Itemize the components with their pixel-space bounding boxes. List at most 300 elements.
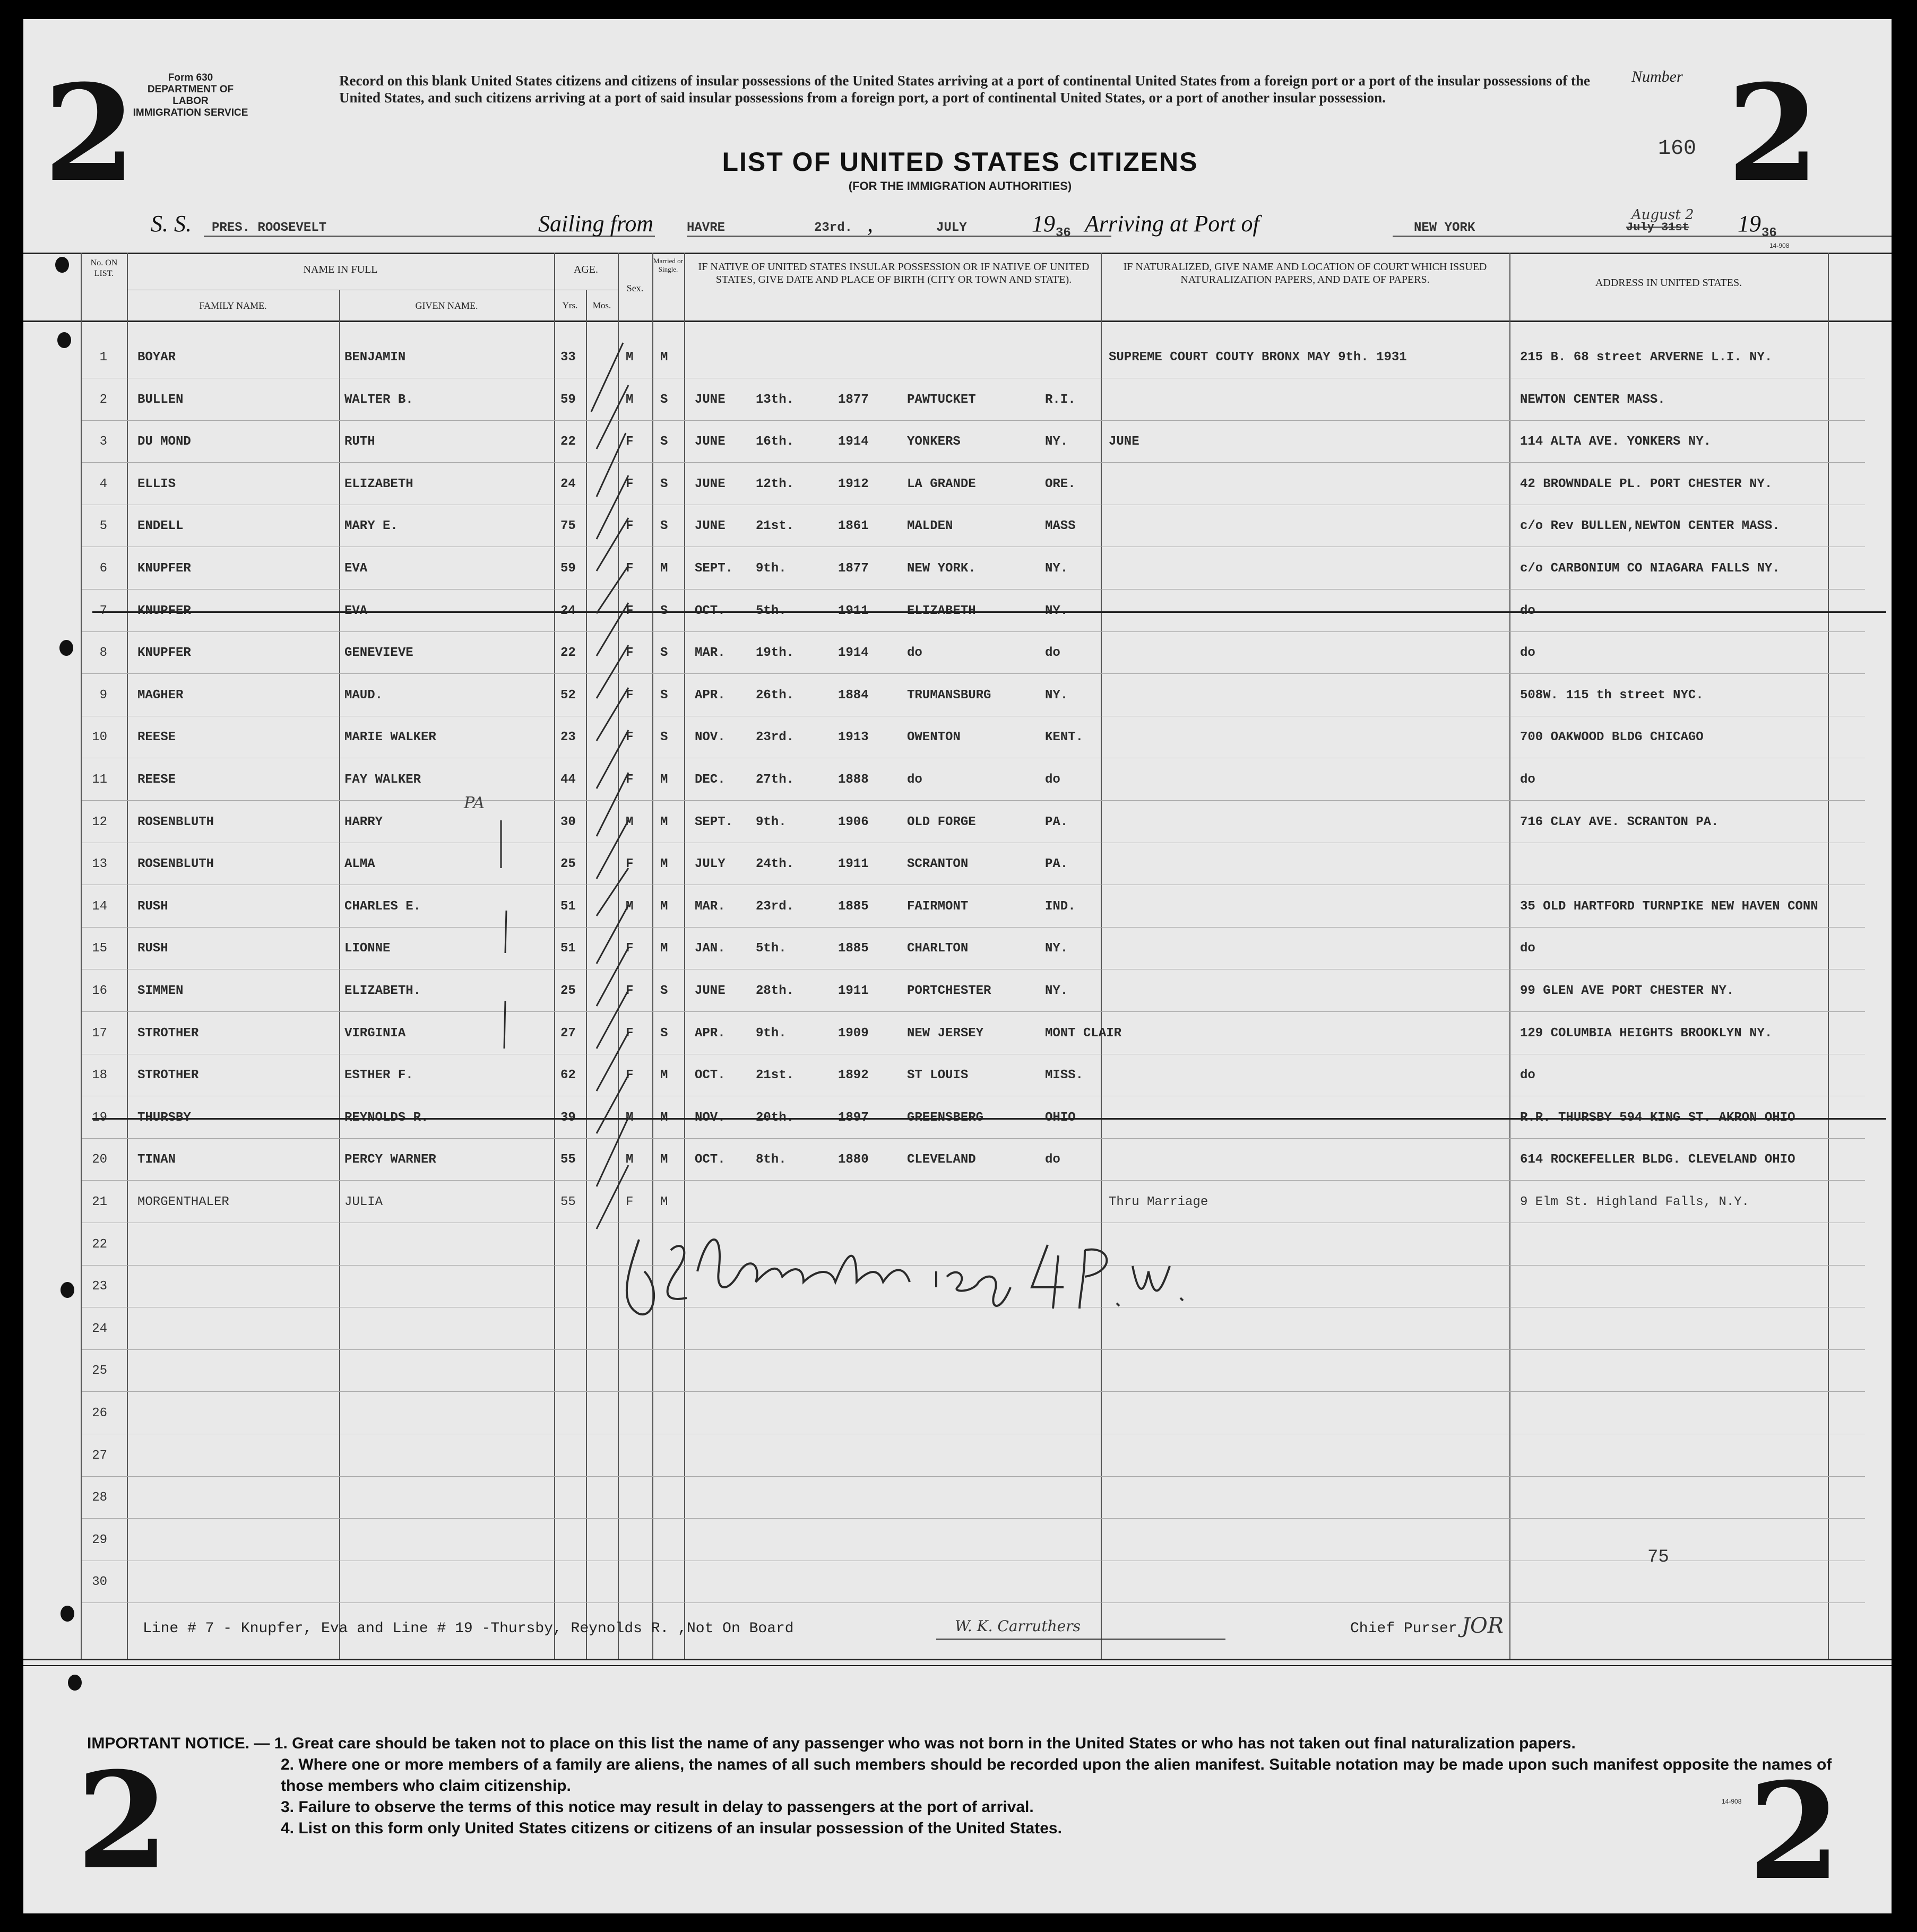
age-years-cell: 62 (560, 1068, 576, 1083)
row-number-cell: 19 (92, 1110, 107, 1125)
birth-state-cell: do (1045, 1153, 1060, 1167)
row-rule (82, 1476, 1865, 1477)
row-rule (82, 589, 1865, 590)
given-name-cell: REYNOLDS R. (344, 1110, 429, 1125)
row-rule (82, 800, 1865, 801)
header-bottom-rule (23, 320, 1892, 322)
age-years-cell: 39 (560, 1110, 576, 1125)
row-number-cell: 13 (92, 857, 107, 872)
birth-day-cell: 13th. (756, 392, 795, 407)
birth-month-cell: JUNE (695, 435, 726, 449)
family-name-cell: ROSENBLUTH (137, 815, 214, 829)
address-cell: 614 ROCKEFELLER BLDG. CLEVELAND OHIO (1520, 1153, 1795, 1167)
header-given-name: GIVEN NAME. (415, 300, 478, 311)
age-years-cell: 59 (560, 561, 576, 576)
purser-initials: JOR (1462, 1614, 1504, 1638)
birth-place-cell: MALDEN (907, 519, 953, 534)
birth-month-cell: APR. (695, 1026, 726, 1041)
sailing-year-prefix: 19 (1032, 211, 1055, 237)
birth-year-cell: 1913 (838, 730, 869, 745)
address-cell: do (1520, 603, 1535, 618)
inspector-signature-icon (607, 1208, 1297, 1330)
marital-status-cell: M (660, 350, 668, 365)
birth-year-cell: 1909 (838, 1026, 869, 1041)
family-name-cell: MAGHER (137, 688, 184, 703)
row-number-cell: 5 (99, 519, 107, 534)
arrival-struck-date: July 31st (1626, 221, 1689, 234)
header-naturalized: IF NATURALIZED, GIVE NAME AND LOCATION OF COURT WHICH ISSUED NATURALIZATION PAPERS, AND DATE OF PAPERS. (1123, 261, 1487, 285)
row-number-cell: 7 (99, 603, 107, 618)
age-years-cell: 33 (560, 350, 576, 365)
sex-cell: F (626, 1195, 634, 1209)
row-number-cell: 15 (92, 941, 107, 956)
age-years-cell: 51 (560, 899, 576, 914)
ship-name: PRES. ROOSEVELT (212, 221, 327, 235)
marital-status-cell: M (660, 941, 668, 956)
birth-state-cell: PA. (1045, 815, 1068, 829)
family-name-cell: MORGENTHALER (137, 1195, 229, 1209)
marital-status-cell: S (660, 519, 668, 534)
birth-month-cell: MAR. (695, 899, 726, 914)
sex-cell: F (626, 603, 634, 618)
address-cell: 114 ALTA AVE. YONKERS NY. (1520, 435, 1712, 449)
sex-cell: M (626, 392, 634, 407)
birth-month-cell: OCT. (695, 1153, 726, 1167)
birth-year-cell: 1880 (838, 1153, 869, 1167)
birth-month-cell: JUNE (695, 392, 726, 407)
birth-year-cell: 1914 (838, 435, 869, 449)
birth-month-cell: NOV. (695, 730, 726, 745)
header-name-in-full: NAME IN FULL (303, 264, 378, 275)
sex-cell: M (626, 815, 634, 829)
sex-cell: F (626, 857, 634, 872)
sex-cell: F (626, 646, 634, 661)
arrival-date: August 2 (1631, 207, 1694, 223)
given-name-cell: LIONNE (344, 941, 391, 956)
important-notice (87, 1733, 1849, 1839)
row-number-cell: 12 (92, 815, 107, 829)
row-rule (82, 1518, 1865, 1519)
row-number-cell: 29 (92, 1532, 107, 1547)
address-cell: 700 OAKWOOD BLDG CHICAGO (1520, 730, 1704, 745)
department-name: DEPARTMENT OF LABOR (147, 84, 234, 107)
birth-place-cell: NEW JERSEY (907, 1026, 984, 1041)
age-years-cell: 25 (560, 984, 576, 998)
family-name-cell: BOYAR (137, 350, 176, 365)
row-number-cell: 6 (99, 561, 107, 576)
sailing-label: Sailing from (538, 211, 654, 237)
row-number-cell: 23 (92, 1279, 107, 1294)
row-number-cell: 21 (92, 1195, 107, 1209)
birth-day-cell: 23rd. (756, 899, 795, 914)
birth-month-cell: JUNE (695, 519, 726, 534)
address-cell: do (1520, 1068, 1535, 1083)
row-rule (82, 1138, 1865, 1139)
manifest-page (23, 19, 1892, 1913)
birth-place-cell: CLEVELAND (907, 1153, 976, 1167)
marital-status-cell: M (660, 815, 668, 829)
arrival-year-prefix: 19 (1738, 211, 1761, 237)
notice-item-2: 2. Where one or more members of a family are aliens, the names of all such members should be recorded upon the alien manifest. Suitable notation may be made upon such manifest opposite the names of those members who claim citizenship. (281, 1756, 1832, 1795)
address-cell: 35 OLD HARTFORD TURNPIKE NEW HAVEN CONN (1520, 899, 1818, 914)
table-top-rule (23, 253, 1892, 254)
chief-purser-label: Chief Purser (1350, 1621, 1457, 1637)
given-name-cell: MARY E. (344, 519, 398, 534)
family-name-cell: RUSH (137, 899, 168, 914)
header-yrs: Yrs. (562, 300, 578, 310)
row-rule (82, 1602, 1865, 1603)
sailing-year-suffix: 36 (1056, 226, 1071, 240)
header-family-name: FAMILY NAME. (199, 300, 267, 311)
address-cell: 129 COLUMBIA HEIGHTS BROOKLYN NY. (1520, 1026, 1773, 1041)
birth-place-cell: OLD FORGE (907, 815, 976, 829)
birth-state-cell: do (1045, 773, 1060, 787)
sex-cell: F (626, 688, 634, 703)
age-years-cell: 24 (560, 603, 576, 618)
birth-month-cell: NOV. (695, 1110, 726, 1125)
corner-number-bottom-right: 2 (1748, 1753, 1841, 1909)
birth-day-cell: 9th. (756, 1026, 787, 1041)
birth-month-cell: OCT. (695, 1068, 726, 1083)
given-name-cell: EVA (344, 603, 368, 618)
given-name-cell: GENEVIEVE (344, 646, 413, 661)
col-line (1828, 253, 1829, 1659)
sex-cell: F (626, 435, 634, 449)
sex-cell: M (626, 899, 634, 914)
birth-state-cell: IND. (1045, 899, 1076, 914)
birth-year-cell: 1906 (838, 815, 869, 829)
marital-status-cell: M (660, 899, 668, 914)
header-age: AGE. (573, 264, 599, 275)
birth-day-cell: 21st. (756, 519, 795, 534)
given-name-cell: JULIA (344, 1195, 383, 1209)
page-subtitle: (FOR THE IMMIGRATION AUTHORITIES) (848, 179, 1072, 193)
row-number-cell: 4 (99, 476, 107, 491)
birth-day-cell: 27th. (756, 773, 795, 787)
family-name-cell: STROTHER (137, 1068, 199, 1083)
port-from: HAVRE (687, 221, 726, 235)
birth-place-cell: YONKERS (907, 435, 961, 449)
sex-cell: M (626, 1110, 634, 1125)
row-number-cell: 9 (99, 688, 107, 703)
family-name-cell: SIMMEN (137, 984, 184, 998)
row-number-cell: 1 (99, 350, 107, 365)
birth-year-cell: 1912 (838, 476, 869, 491)
family-name-cell: ELLIS (137, 476, 176, 491)
sex-cell: F (626, 1026, 634, 1041)
family-name-cell: BULLEN (137, 392, 184, 407)
sex-cell: F (626, 941, 634, 956)
address-cell: do (1520, 941, 1535, 956)
marital-status-cell: M (660, 1195, 668, 1209)
col-line (339, 290, 340, 1659)
notice-heading: IMPORTANT NOTICE. (87, 1735, 250, 1752)
birth-day-cell: 5th. (756, 603, 787, 618)
number-value: 160 (1658, 137, 1697, 161)
marital-status-cell: S (660, 730, 668, 745)
birth-place-cell: FAIRMONT (907, 899, 969, 914)
birth-state-cell: KENT. (1045, 730, 1084, 745)
sex-cell: F (626, 476, 634, 491)
corner-number-top-left: 2 (44, 55, 136, 211)
binder-hole (68, 1675, 82, 1691)
small-form-code-bottom: 14-908 (1722, 1798, 1742, 1805)
corner-number-bottom-left: 2 (76, 1743, 169, 1899)
given-name-cell: FAY WALKER (344, 773, 421, 787)
col-line (1509, 253, 1510, 1659)
age-years-cell: 22 (560, 646, 576, 661)
row-number-cell: 2 (99, 392, 107, 407)
given-name-cell: MARIE WALKER (344, 730, 436, 745)
margin-mark: PA (464, 794, 485, 812)
marital-status-cell: S (660, 646, 668, 661)
age-years-cell: 27 (560, 1026, 576, 1041)
sailing-day: 23rd. (814, 221, 853, 235)
family-name-cell: REESE (137, 773, 176, 787)
birth-year-cell: 1885 (838, 941, 869, 956)
col-line (127, 253, 128, 1659)
age-years-cell: 51 (560, 941, 576, 956)
birth-day-cell: 9th. (756, 561, 787, 576)
birth-month-cell: JUNE (695, 984, 726, 998)
struck-row-line (92, 1118, 1886, 1120)
age-years-cell: 59 (560, 392, 576, 407)
birth-month-cell: APR. (695, 688, 726, 703)
sex-cell: F (626, 1068, 634, 1083)
given-name-cell: ALMA (344, 857, 375, 872)
birth-state-cell: NY. (1045, 603, 1068, 618)
row-rule (82, 1180, 1865, 1181)
small-form-code: 14-908 (1769, 242, 1790, 249)
row-number-cell: 16 (92, 984, 107, 998)
birth-day-cell: 19th. (756, 646, 795, 661)
row-rule (82, 462, 1865, 463)
row-rule (82, 1391, 1865, 1392)
sailing-month: JULY (936, 221, 967, 235)
marital-status-cell: M (660, 561, 668, 576)
marital-status-cell: S (660, 603, 668, 618)
col-line (554, 253, 555, 1659)
birth-state-cell: MASS (1045, 519, 1076, 534)
birth-day-cell: 16th. (756, 435, 795, 449)
corner-number-top-right: 2 (1727, 55, 1819, 211)
birth-state-cell: MISS. (1045, 1068, 1084, 1083)
given-name-cell: ESTHER F. (344, 1068, 413, 1083)
birth-year-cell: 1892 (838, 1068, 869, 1083)
notice-top-rule (23, 1665, 1892, 1666)
family-name-cell: KNUPFER (137, 603, 191, 618)
number-label: Number (1631, 68, 1683, 85)
row-number-cell: 28 (92, 1491, 107, 1505)
birth-day-cell: 24th. (756, 857, 795, 872)
birth-place-cell: CHARLTON (907, 941, 969, 956)
birth-year-cell: 1888 (838, 773, 869, 787)
birth-year-cell: 1914 (838, 646, 869, 661)
row-number-cell: 17 (92, 1026, 107, 1041)
binder-hole (59, 640, 73, 656)
marital-status-cell: M (660, 1068, 668, 1083)
header-no-on-list: No. ON LIST. (90, 258, 118, 278)
header-birth: IF NATIVE OF UNITED STATES INSULAR POSSESSION OR IF NATIVE OF UNITED STATES, GIVE DATE AND PLACE OF BIRTH (CITY OR TOWN AND STATE). (698, 261, 1090, 285)
service-name: IMMIGRATION SERVICE (133, 107, 248, 118)
birth-year-cell: 1861 (838, 519, 869, 534)
family-name-cell: TINAN (137, 1153, 176, 1167)
signature-line (936, 1639, 1225, 1640)
row-number-cell: 26 (92, 1406, 107, 1420)
table-bottom-rule (23, 1659, 1892, 1660)
given-name-cell: VIRGINIA (344, 1026, 406, 1041)
arrival-year-suffix: 36 (1761, 226, 1777, 240)
family-name-cell: ENDELL (137, 519, 184, 534)
given-name-cell: WALTER B. (344, 392, 413, 407)
birth-state-cell: NY. (1045, 984, 1068, 998)
birth-place-cell: PORTCHESTER (907, 984, 991, 998)
row-rule (82, 673, 1865, 674)
birth-place-cell: NEW YORK. (907, 561, 976, 576)
sailing-comma: , (867, 211, 873, 237)
ss-label: S. S. (151, 211, 192, 237)
birth-year-cell: 1877 (838, 392, 869, 407)
family-name-cell: ROSENBLUTH (137, 857, 214, 872)
record-instructions: Record on this blank United States citizens and citizens of insular possessions of the United States arriving at a port of continental United States from a foreign port or a port of the insular possessions of the United States, and such citizens arriving at a port of said insular possessions from a foreign port, a port of continental United States, or a port of another insular possession. (339, 73, 1591, 106)
col-line (684, 253, 685, 1659)
not-on-board-note: Line # 7 - Knupfer, Eva and Line # 19 -Thursby, Reynolds R. ,Not On Board (143, 1621, 794, 1637)
row-number-cell: 27 (92, 1448, 107, 1463)
address-cell: do (1520, 646, 1535, 661)
birth-month-cell: SEPT. (695, 815, 733, 829)
birth-state-cell: ORE. (1045, 476, 1076, 491)
birth-place-cell: PAWTUCKET (907, 392, 976, 407)
age-years-cell: 30 (560, 815, 576, 829)
birth-day-cell: 28th. (756, 984, 795, 998)
birth-place-cell: ELIZABETH (907, 603, 976, 618)
birth-place-cell: SCRANTON (907, 857, 969, 872)
marital-status-cell: S (660, 984, 668, 998)
arriving-label: Arriving at Port of (1085, 211, 1259, 237)
address-cell: c/o Rev BULLEN,NEWTON CENTER MASS. (1520, 519, 1780, 534)
row-number-cell: 10 (92, 730, 107, 745)
given-name-cell: HARRY (344, 815, 383, 829)
birth-place-cell: OWENTON (907, 730, 961, 745)
birth-place-cell: TRUMANSBURG (907, 688, 991, 703)
birth-month-cell: SEPT. (695, 561, 733, 576)
address-cell: 716 CLAY AVE. SCRANTON PA. (1520, 815, 1719, 829)
form-id-block (129, 72, 252, 119)
notice-item-1: IMPORTANT NOTICE. — 1. Great care should be taken not to place on this list the name of any passenger who was not born in the United States or who has not taken out final naturalization papers. (87, 1735, 1576, 1752)
birth-year-cell: 1884 (838, 688, 869, 703)
birth-month-cell: JULY (695, 857, 726, 872)
family-name-cell: KNUPFER (137, 646, 191, 661)
sex-cell: F (626, 730, 634, 745)
title-block (339, 19, 1581, 210)
birth-day-cell: 23rd. (756, 730, 795, 745)
purser-signature: W. K. Carruthers (955, 1617, 1081, 1635)
address-cell: 99 GLEN AVE PORT CHESTER NY. (1520, 984, 1734, 998)
marital-status-cell: S (660, 435, 668, 449)
row-number-cell: 8 (99, 646, 107, 661)
birth-state-cell: do (1045, 646, 1060, 661)
binder-hole (61, 1282, 74, 1298)
birth-month-cell: OCT. (695, 603, 726, 618)
marital-status-cell: S (660, 476, 668, 491)
marital-status-cell: S (660, 392, 668, 407)
header-mos: Mos. (592, 300, 611, 310)
birth-month-cell: JUNE (695, 476, 726, 491)
header-sex: Sex. (626, 283, 644, 293)
birth-day-cell: 21st. (756, 1068, 795, 1083)
age-years-cell: 23 (560, 730, 576, 745)
address-cell: do (1520, 773, 1535, 787)
birth-state-cell: OHIO (1045, 1110, 1076, 1125)
sex-cell: F (626, 773, 634, 787)
birth-month-cell: MAR. (695, 646, 726, 661)
age-years-cell: 75 (560, 519, 576, 534)
family-name-cell: STROTHER (137, 1026, 199, 1041)
birth-day-cell: 12th. (756, 476, 795, 491)
age-years-cell: 44 (560, 773, 576, 787)
age-years-cell: 25 (560, 857, 576, 872)
naturalization-cell: SUPREME COURT COUTY BRONX MAY 9th. 1931 (1109, 350, 1407, 365)
birth-day-cell: 5th. (756, 941, 787, 956)
birth-day-cell: 9th. (756, 815, 787, 829)
birth-year-cell: 1885 (838, 899, 869, 914)
birth-year-cell: 1911 (838, 857, 869, 872)
given-name-cell: MAUD. (344, 688, 383, 703)
age-years-cell: 24 (560, 476, 576, 491)
birth-day-cell: 20th. (756, 1110, 795, 1125)
marital-status-cell: S (660, 1026, 668, 1041)
family-name-cell: THURSBY (137, 1110, 191, 1125)
address-cell: 508W. 115 th street NYC. (1520, 688, 1704, 703)
given-name-cell: ELIZABETH. (344, 984, 421, 998)
binder-hole (57, 332, 71, 348)
voyage-line (151, 207, 1812, 242)
row-rule (82, 1349, 1865, 1350)
port-to: NEW YORK (1414, 221, 1475, 235)
address-cell: 215 B. 68 street ARVERNE L.I. NY. (1520, 350, 1773, 365)
family-name-cell: RUSH (137, 941, 168, 956)
row-number-cell: 3 (99, 435, 107, 449)
birth-year-cell: 1897 (838, 1110, 869, 1125)
sex-cell: F (626, 519, 634, 534)
notice-item-3: 3. Failure to observe the terms of this notice may result in delay to passengers at the port of arrival. (281, 1798, 1034, 1816)
given-name-cell: ELIZABETH (344, 476, 413, 491)
marital-status-cell: M (660, 1153, 668, 1167)
sex-cell: M (626, 350, 634, 365)
birth-day-cell: 8th. (756, 1153, 787, 1167)
sex-cell: F (626, 984, 634, 998)
page-title: LIST OF UNITED STATES CITIZENS (722, 147, 1198, 177)
given-name-cell: PERCY WARNER (344, 1153, 436, 1167)
birth-state-cell: PA. (1045, 857, 1068, 872)
given-name-cell: RUTH (344, 435, 375, 449)
birth-month-cell: JAN. (695, 941, 726, 956)
birth-place-cell: GREENSBERG (907, 1110, 984, 1125)
margin-tick-marks-icon (490, 815, 522, 1080)
birth-place-cell: LA GRANDE (907, 476, 976, 491)
birth-year-cell: 1877 (838, 561, 869, 576)
birth-year-cell: 1911 (838, 984, 869, 998)
col-line (1101, 253, 1102, 1659)
age-years-cell: 55 (560, 1153, 576, 1167)
birth-day-cell: 26th. (756, 688, 795, 703)
row-number-cell: 30 (92, 1575, 107, 1590)
sex-cell: M (626, 1153, 634, 1167)
binder-hole (55, 257, 69, 273)
age-years-cell: 22 (560, 435, 576, 449)
marital-status-cell: S (660, 688, 668, 703)
row-rule (82, 1011, 1865, 1012)
